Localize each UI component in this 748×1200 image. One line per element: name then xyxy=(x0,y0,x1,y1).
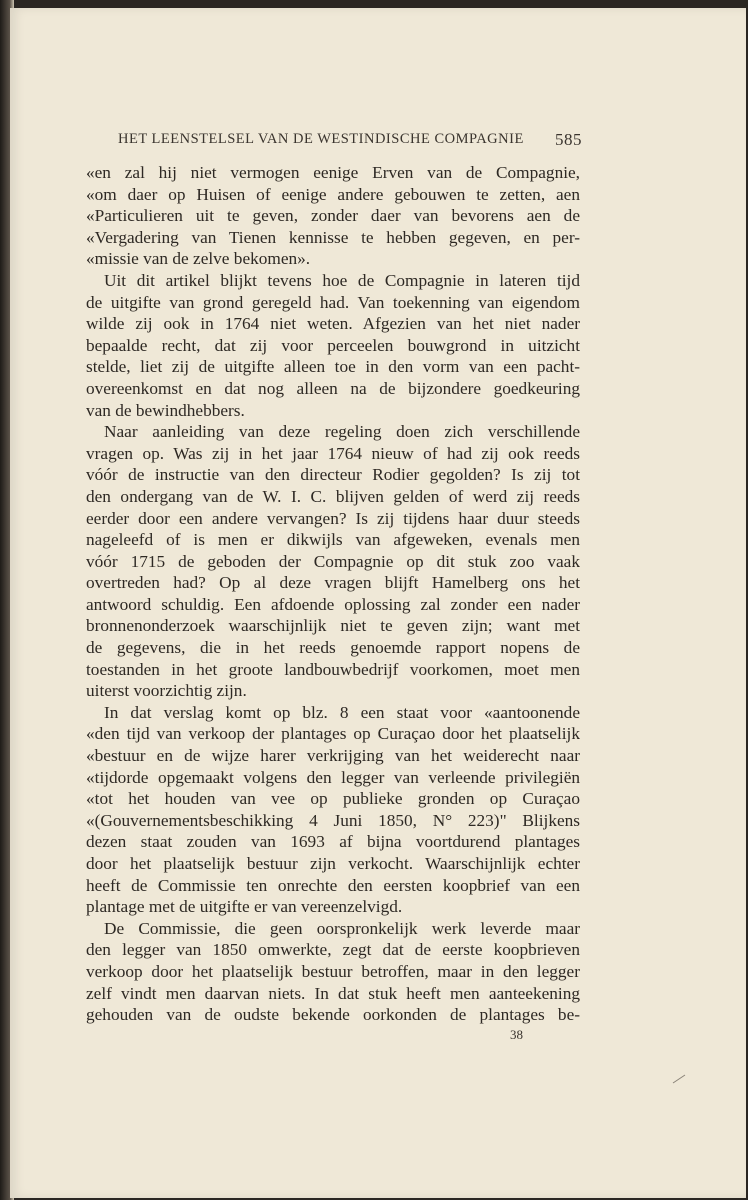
running-head xyxy=(118,131,582,151)
text-line: plantage met de uitgifte er van vereenzelvigd. xyxy=(86,897,403,917)
text-line: den legger van 1850 omwerkte, zegt dat de eerste koopbrieven xyxy=(86,940,580,960)
text-line: bepaalde recht, dat zij voor perceelen bouwgrond in uitzicht xyxy=(86,335,580,355)
running-title: HET LEENSTELSEL VAN DE WESTINDISCHE COMPAGNIE xyxy=(118,131,524,147)
text-line: overeenkomst en dat nog alleen na de bijzondere goedkeuring xyxy=(86,378,580,398)
text-line: De Commissie, die geen oorspronkelijk werk leverde maar xyxy=(104,918,580,938)
text-line: antwoord schuldig. Een afdoende oplossing zal zonder een nader xyxy=(86,594,580,614)
text-line: «Particulieren uit te geven, zonder daer van bevorens aen de xyxy=(86,206,580,226)
text-line: «Vergadering van Tienen kennisse te hebben gegeven, en per- xyxy=(86,227,580,247)
text-line: door het plaatselijk bestuur zijn verkocht. Waarschijnlijk echter xyxy=(86,854,580,873)
text-line: zelf vindt men daarvan niets. In dat stuk heeft men aanteekening xyxy=(86,983,580,1003)
text-line: wilde zij ook in 1764 niet weten. Afgezien van het niet nader xyxy=(86,314,580,334)
text-line: den ondergang van de W. I. C. blijven gelden of werd zij reeds xyxy=(86,486,580,506)
text-line: «bestuur en de wijze harer verkrijging van het weiderecht naar xyxy=(86,746,580,766)
text-line: «missie van de zelve bekomen». xyxy=(86,249,311,269)
body-text xyxy=(86,162,580,1026)
text-line: toestanden in het groote landbouwbedrijf voorkomen, moet men xyxy=(86,659,580,679)
text-line: «en zal hij niet vermogen eenige Erven van de Compagnie, xyxy=(86,163,580,182)
page-number: 585 xyxy=(555,130,582,149)
text-line: In dat verslag komt op blz. 8 een staat voor «aantoonende xyxy=(104,702,580,722)
text-line: Uit dit artikel blijkt tevens hoe de Compagnie in lateren tijd xyxy=(104,270,580,290)
text-line: stelde, liet zij de uitgifte alleen toe in den vorm van een pacht- xyxy=(86,357,580,377)
text-line: vragen op. Was zij in het jaar 1764 nieuw of had zij ook reeds xyxy=(86,443,580,463)
text-line: «den tijd van verkoop der plantages op Curaçao door het plaatselijk xyxy=(86,724,580,744)
text-line: heeft de Commissie ten onrechte den eersten koopbrief van een xyxy=(86,875,580,895)
text-line: uiterst voorzichtig zijn. xyxy=(86,681,247,701)
text-line: verkoop door het plaatselijk bestuur betroffen, maar in den legger xyxy=(86,961,580,981)
text-line: vóór 1715 de geboden der Compagnie op dit stuk zoo vaak xyxy=(86,551,580,571)
text-line: eerder door een andere vervangen? Is zij tijdens haar duur steeds xyxy=(86,508,580,528)
text-line: de gegevens, die in het reeds genoemde rapport nopens de xyxy=(86,638,580,658)
text-line: dezen staat zouden van 1693 af bijna voortdurend plantages xyxy=(86,832,580,852)
text-line: Naar aanleiding van deze regeling doen zich verschillende xyxy=(104,422,580,442)
text-line: «om daer op Huisen of eenige andere gebouwen te zetten, aen xyxy=(86,184,580,204)
text-line: vóór de instructie van den directeur Rodier gegolden? Is zij tot xyxy=(86,465,580,485)
text-line: «tijdorde opgemaakt volgens den legger van verleende privilegiën xyxy=(86,767,580,787)
printer-signature: 38 xyxy=(510,1027,523,1042)
text-line: bronnenonderzoek waarschijnlijk niet te geven zijn; want met xyxy=(86,616,580,636)
text-line: «tot het houden van vee op publieke gronden op Curaçao xyxy=(86,789,580,809)
text-line: de uitgifte van grond geregeld had. Van toekenning van eigendom xyxy=(86,292,580,312)
text-line: gehouden van de oudste bekende oorkonden de plantages be- xyxy=(86,1005,580,1025)
text-line: van de bewindhebbers. xyxy=(86,400,245,420)
text-line: «(Gouvernementsbeschikking 4 Juni 1850, N° 223)" Blijkens xyxy=(86,810,580,830)
pencil-mark xyxy=(672,1074,686,1084)
text-line: overtreden had? Op al deze vragen blijft Hamelberg ons het xyxy=(86,573,580,593)
text-line: nageleefd of is men er dikwijls van afgeweken, evenals men xyxy=(86,530,580,550)
